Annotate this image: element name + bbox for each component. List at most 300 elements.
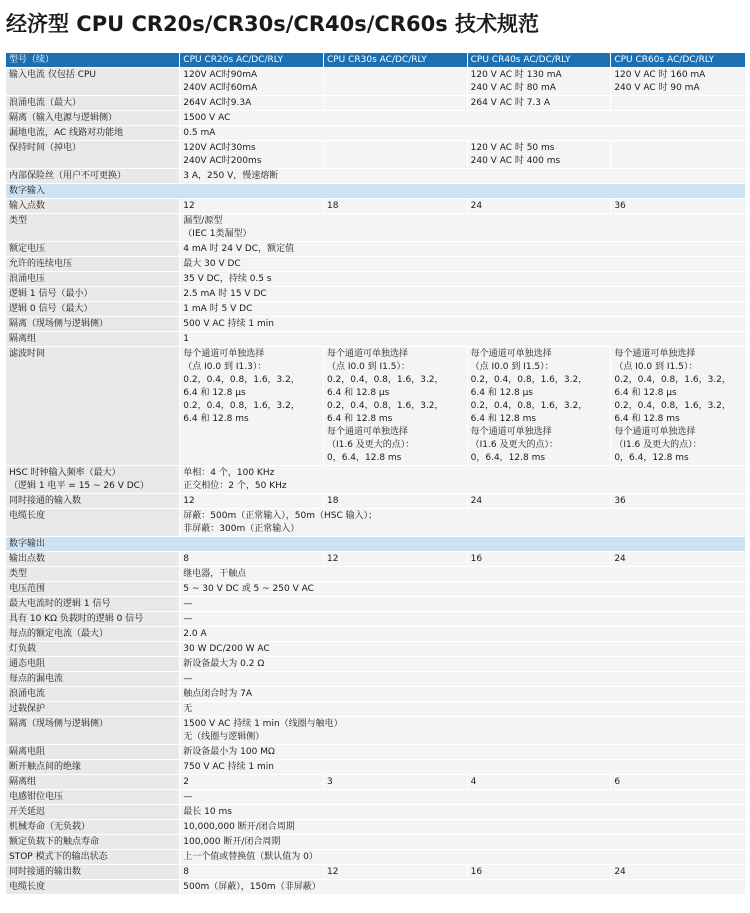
label-line: 浪涌电流 <box>9 689 46 699</box>
table-row <box>6 126 746 141</box>
label-line: 输入点数 <box>9 201 46 211</box>
label-line: 保持时间（掉电） <box>9 143 82 153</box>
row-value-model-1 <box>180 494 324 509</box>
row-value-model-1 <box>180 865 324 880</box>
cell-line: 24 <box>614 867 626 877</box>
cell-line: 正交相位：2 个，50 KHz <box>183 481 287 491</box>
table-row <box>6 332 746 347</box>
row-value-model-3 <box>467 865 611 880</box>
row-value-all-models <box>180 214 745 242</box>
row-value-model-3 <box>467 141 611 169</box>
row-value-model-2 <box>323 68 467 96</box>
cell-line: 0.2，0.4，0.8，1.6，3.2， <box>614 401 731 411</box>
table-row <box>6 775 746 790</box>
cell-line: 非屏蔽：300m（正常输入） <box>183 524 300 534</box>
table-row <box>6 790 746 805</box>
cell-line: 8 <box>183 867 190 877</box>
row-value-all-models <box>180 702 745 717</box>
cell-line: 120 V AC 时 50 ms <box>470 143 555 153</box>
cell-line: （点 I0.0 到 I1.5）： <box>614 362 698 372</box>
label-line: 输入电流 仅包括 CPU <box>9 70 97 80</box>
table-row <box>6 347 746 466</box>
label-line: 灯负载 <box>9 644 37 654</box>
cell-line: 240V AC时200ms <box>183 156 262 166</box>
table-row <box>6 199 746 214</box>
label-line: 同时接通的输入数 <box>9 496 82 506</box>
row-value-model-4 <box>611 494 745 509</box>
label-line: 具有 10 KΩ 负载时的逻辑 0 信号 <box>9 614 144 624</box>
cell-line: 24 <box>614 554 626 564</box>
row-value-model-4 <box>611 552 745 567</box>
cell-line: 触点闭合时为 7A <box>183 689 253 699</box>
table-row <box>6 169 746 184</box>
row-value-all-models <box>180 657 745 672</box>
row-label <box>6 242 180 257</box>
cell-line: 2.0 A <box>183 629 207 639</box>
table-header-row <box>6 53 746 68</box>
table-row <box>6 865 746 880</box>
label-line: （逻辑 1 电平 = 15 ~ 26 V DC） <box>9 481 149 491</box>
label-line: 电缆长度 <box>9 511 46 521</box>
cell-line: 屏蔽：500m（正常输入），50m（HSC 输入）； <box>183 511 378 521</box>
row-value-all-models <box>180 582 745 597</box>
cell-line: 120V AC时30ms <box>183 143 256 153</box>
row-label <box>6 509 180 537</box>
row-value-model-4 <box>611 347 745 466</box>
table-row <box>6 597 746 612</box>
cell-line: 18 <box>326 496 339 506</box>
section-row <box>6 537 746 552</box>
cell-line: （点 I0.0 到 I1.5）： <box>470 362 554 372</box>
cell-line: 上一个值或替换值（默认值为 0） <box>183 852 318 862</box>
label-line: 电压范围 <box>9 584 46 594</box>
cell-line: 新设备最小为 100 MΩ <box>183 747 275 757</box>
cell-line: 每个通道可单独选择 <box>614 427 696 437</box>
row-value-model-3 <box>467 494 611 509</box>
cell-line: 240 V AC 时 400 ms <box>470 156 561 166</box>
row-label <box>6 126 180 141</box>
row-label <box>6 805 180 820</box>
row-value-all-models <box>180 672 745 687</box>
cell-line: 3 A，250 V，慢速熔断 <box>183 171 279 181</box>
label-line: 额定负载下的触点寿命 <box>9 837 100 847</box>
cell-line: 6.4 和 12.8 μs <box>614 388 677 398</box>
cell-line: 0，6.4，12.8 ms <box>326 453 402 463</box>
table-row <box>6 880 746 895</box>
cell-line: 0.2，0.4，0.8，1.6，3.2， <box>614 375 731 385</box>
cell-line: 6.4 和 12.8 μs <box>326 388 390 398</box>
table-row <box>6 68 746 96</box>
cell-line: 1 <box>183 334 190 344</box>
label-line: 漏地电流，AC 线路对功能地 <box>9 128 124 138</box>
row-label <box>6 717 180 745</box>
cell-line: 6 <box>614 777 621 787</box>
cell-line: 1 mA 时 5 V DC <box>183 304 253 314</box>
cell-line: 每个通道可单独选择 <box>183 349 265 359</box>
cell-line: 120V AC时90mA <box>183 70 258 80</box>
cell-line: 0.2，0.4，0.8，1.6，3.2， <box>470 375 588 385</box>
header-cr20s: CPU CR20s AC/DC/RLY <box>180 53 324 68</box>
cell-line: — <box>183 614 193 624</box>
table-row <box>6 96 746 111</box>
row-label <box>6 582 180 597</box>
label-line: 同时接通的输出数 <box>9 867 82 877</box>
row-value-all-models <box>180 760 745 775</box>
row-value-all-models <box>180 257 745 272</box>
table-row <box>6 214 746 242</box>
cell-line: 单相：4 个，100 KHz <box>183 468 275 478</box>
row-label <box>6 257 180 272</box>
cell-line: — <box>183 792 193 802</box>
row-value-all-models <box>180 272 745 287</box>
table-row <box>6 111 746 126</box>
cell-line: 0，6.4，12.8 ms <box>470 453 546 463</box>
spec-table-body <box>6 68 746 895</box>
row-value-all-models <box>180 850 745 865</box>
row-label <box>6 302 180 317</box>
table-row <box>6 745 746 760</box>
cell-line: 24 <box>470 496 483 506</box>
row-value-all-models <box>180 642 745 657</box>
table-row <box>6 627 746 642</box>
row-value-all-models <box>180 880 745 895</box>
row-label <box>6 835 180 850</box>
cell-line: 漏型/源型 <box>183 216 223 226</box>
label-line: 浪涌电压 <box>9 274 46 284</box>
row-value-all-models <box>180 242 745 257</box>
label-line: 最大电流时的逻辑 1 信号 <box>9 599 111 609</box>
cell-line: 240 V AC 时 90 mA <box>614 83 700 93</box>
table-row <box>6 242 746 257</box>
cell-line: 6.4 和 12.8 ms <box>183 414 249 424</box>
row-value-all-models <box>180 126 745 141</box>
label-line: HSC 时钟输入频率（最大） <box>9 468 121 478</box>
row-value-model-1 <box>180 552 324 567</box>
label-line: 每点的额定电流（最大） <box>9 629 109 639</box>
row-label <box>6 169 180 184</box>
table-row <box>6 672 746 687</box>
label-line: 隔离组 <box>9 334 37 344</box>
row-value-all-models <box>180 820 745 835</box>
row-label <box>6 567 180 582</box>
cell-line: 0.2，0.4，0.8，1.6，3.2， <box>183 401 300 411</box>
cell-line: 8 <box>183 554 190 564</box>
table-row <box>6 141 746 169</box>
table-row <box>6 717 746 745</box>
cell-line: 6.4 和 12.8 μs <box>183 388 246 398</box>
row-value-all-models <box>180 509 745 537</box>
row-value-model-4 <box>611 68 745 96</box>
table-row <box>6 317 746 332</box>
row-label <box>6 287 180 302</box>
cell-line: 无（线圈与逻辑侧） <box>183 732 265 742</box>
row-value-all-models <box>180 302 745 317</box>
row-value-model-2 <box>323 775 467 790</box>
header-model: 型号（续） <box>6 53 180 68</box>
section-row <box>6 184 746 199</box>
row-value-model-3 <box>467 199 611 214</box>
row-label <box>6 820 180 835</box>
row-value-all-models <box>180 111 745 126</box>
row-label <box>6 68 180 96</box>
table-row <box>6 687 746 702</box>
label-line: 滤波时间 <box>9 349 46 359</box>
table-row <box>6 657 746 672</box>
row-label <box>6 199 180 214</box>
cell-line: 6.4 和 12.8 μs <box>470 388 533 398</box>
row-value-model-1 <box>180 96 324 111</box>
cell-line: 100,000 断开/闭合周期 <box>183 837 281 847</box>
cell-line: 2 <box>183 777 190 787</box>
cell-line: 3 <box>326 777 333 787</box>
row-label <box>6 597 180 612</box>
cell-line: 750 V AC 持续 1 min <box>183 762 274 772</box>
cell-line: 最长 10 ms <box>183 807 232 817</box>
table-row <box>6 302 746 317</box>
row-value-model-4 <box>611 141 745 169</box>
row-value-model-1 <box>180 68 324 96</box>
cell-line: 0.2，0.4，0.8，1.6，3.2， <box>326 375 444 385</box>
label-line: 隔离（现场侧与逻辑侧） <box>9 319 109 329</box>
row-value-model-2 <box>323 141 467 169</box>
row-label <box>6 96 180 111</box>
cell-line: 35 V DC，持续 0.5 s <box>183 274 272 284</box>
cell-line: 0.2，0.4，0.8，1.6，3.2， <box>183 375 300 385</box>
row-value-all-models <box>180 287 745 302</box>
row-value-model-1 <box>180 141 324 169</box>
cell-line: 每个通道可单独选择 <box>470 427 552 437</box>
cell-line: 6.4 和 12.8 ms <box>326 414 393 424</box>
cell-line: 每个通道可单独选择 <box>326 349 408 359</box>
row-label <box>6 552 180 567</box>
row-label <box>6 347 180 466</box>
row-value-model-1 <box>180 347 324 466</box>
cell-line: 4 mA 时 24 V DC，额定值 <box>183 244 295 254</box>
label-line: 输出点数 <box>9 554 46 564</box>
cell-line: 500 V AC 持续 1 min <box>183 319 274 329</box>
cell-line: 36 <box>614 496 626 506</box>
row-value-model-3 <box>467 347 611 466</box>
label-line: 电感钳位电压 <box>9 792 64 802</box>
label-line: 内部保险丝（用户不可更换） <box>9 171 127 181</box>
label-line: 隔离（输入电源与逻辑侧） <box>9 113 118 123</box>
header-cr40s: CPU CR40s AC/DC/RLY <box>467 53 611 68</box>
row-value-model-2 <box>323 96 467 111</box>
cell-line: 24 <box>470 201 483 211</box>
section-title: 数字输入 <box>6 184 746 199</box>
label-line: 每点的漏电流 <box>9 674 64 684</box>
row-value-model-3 <box>467 68 611 96</box>
cell-line: — <box>183 599 193 609</box>
cell-line: 5 ~ 30 V DC 或 5 ~ 250 V AC <box>183 584 314 594</box>
label-line: 断开触点间的绝缘 <box>9 762 82 772</box>
row-value-all-models <box>180 612 745 627</box>
cell-line: （I1.6 及更大的点）： <box>614 440 702 450</box>
cell-line: 16 <box>470 867 483 877</box>
table-row <box>6 552 746 567</box>
label-line: 类型 <box>9 216 28 226</box>
row-label <box>6 332 180 347</box>
cell-line: 最大 30 V DC <box>183 259 241 269</box>
table-row <box>6 494 746 509</box>
row-value-model-1 <box>180 775 324 790</box>
row-label <box>6 775 180 790</box>
row-label <box>6 687 180 702</box>
row-label <box>6 627 180 642</box>
row-value-all-models <box>180 790 745 805</box>
cell-line: 18 <box>326 201 339 211</box>
table-row <box>6 760 746 775</box>
row-label <box>6 702 180 717</box>
row-value-all-models <box>180 805 745 820</box>
row-label <box>6 642 180 657</box>
table-row <box>6 850 746 865</box>
table-row <box>6 702 746 717</box>
cell-line: 1500 V AC <box>183 113 231 123</box>
label-line: 类型 <box>9 569 28 579</box>
cell-line: 500m（屏蔽），150m（非屏蔽） <box>183 882 321 892</box>
row-value-model-2 <box>323 552 467 567</box>
row-value-model-3 <box>467 552 611 567</box>
cell-line: 264V AC时9.3A <box>183 98 252 108</box>
page-title: 经济型 CPU CR20s/CR30s/CR40s/CR60s 技术规范 <box>6 12 540 36</box>
row-label <box>6 141 180 169</box>
label-line: 逻辑 0 信号（最大） <box>9 304 93 314</box>
row-value-model-2 <box>323 865 467 880</box>
cell-line: 每个通道可单独选择 <box>326 427 408 437</box>
label-line: 允许的连续电压 <box>9 259 73 269</box>
row-value-all-models <box>180 567 745 582</box>
cell-line: — <box>183 674 193 684</box>
cell-line: 每个通道可单独选择 <box>470 349 552 359</box>
row-value-model-3 <box>467 96 611 111</box>
cell-line: （I1.6 及更大的点）： <box>326 440 415 450</box>
row-value-model-3 <box>467 775 611 790</box>
table-row <box>6 567 746 582</box>
cell-line: 6.4 和 12.8 ms <box>614 414 680 424</box>
spec-table <box>5 53 745 895</box>
label-line: 逻辑 1 信号（最小） <box>9 289 93 299</box>
cell-line: 16 <box>470 554 483 564</box>
row-label <box>6 317 180 332</box>
cell-line: 264 V AC 时 7.3 A <box>470 98 551 108</box>
row-label <box>6 865 180 880</box>
row-label <box>6 272 180 287</box>
cell-line: 12 <box>183 201 195 211</box>
label-line: 过载保护 <box>9 704 46 714</box>
cell-line: 36 <box>614 201 626 211</box>
row-label <box>6 214 180 242</box>
row-value-model-2 <box>323 347 467 466</box>
row-value-all-models <box>180 332 745 347</box>
cell-line: 10,000,000 断开/闭合周期 <box>183 822 295 832</box>
label-line: 电缆长度 <box>9 882 46 892</box>
row-label <box>6 657 180 672</box>
table-row <box>6 509 746 537</box>
cell-line: 无 <box>183 704 193 714</box>
table-row <box>6 287 746 302</box>
row-label <box>6 790 180 805</box>
cell-line: 12 <box>183 496 195 506</box>
row-value-all-models <box>180 317 745 332</box>
cell-line: （I1.6 及更大的点）： <box>470 440 558 450</box>
cell-line: 240 V AC 时 80 mA <box>470 83 556 93</box>
cell-line: （点 I0.0 到 I1.5）： <box>326 362 410 372</box>
label-line: 隔离组 <box>9 777 37 787</box>
section-title: 数字输出 <box>6 537 746 552</box>
table-row <box>6 612 746 627</box>
row-value-all-models <box>180 627 745 642</box>
row-value-model-4 <box>611 199 745 214</box>
table-row <box>6 466 746 494</box>
row-value-all-models <box>180 687 745 702</box>
table-row <box>6 805 746 820</box>
row-value-all-models <box>180 466 745 494</box>
cell-line: 0.2，0.4，0.8，1.6，3.2， <box>470 401 588 411</box>
label-line: 开关延迟 <box>9 807 46 817</box>
row-value-model-4 <box>611 96 745 111</box>
cell-line: 0.5 mA <box>183 128 216 138</box>
cell-line: 4 <box>470 777 477 787</box>
row-label <box>6 850 180 865</box>
label-line: 浪涌电流（最大） <box>9 98 82 108</box>
label-line: 机械寿命（无负载） <box>9 822 91 832</box>
row-label <box>6 494 180 509</box>
row-label <box>6 111 180 126</box>
cell-line: 12 <box>326 867 339 877</box>
header-cr60s: CPU CR60s AC/DC/RLY <box>611 53 745 68</box>
row-value-all-models <box>180 597 745 612</box>
row-value-all-models <box>180 717 745 745</box>
cell-line: 120 V AC 时 160 mA <box>614 70 706 80</box>
table-row <box>6 257 746 272</box>
label-line: 通态电阻 <box>9 659 46 669</box>
cell-line: 30 W DC/200 W AC <box>183 644 270 654</box>
row-label <box>6 880 180 895</box>
cell-line: 0，6.4，12.8 ms <box>614 453 689 463</box>
row-value-model-4 <box>611 775 745 790</box>
label-line: STOP 模式下的输出状态 <box>9 852 108 862</box>
cell-line: 240V AC时60mA <box>183 83 258 93</box>
cell-line: 0.2，0.4，0.8，1.6，3.2， <box>326 401 444 411</box>
table-row <box>6 582 746 597</box>
row-value-model-4 <box>611 865 745 880</box>
row-value-all-models <box>180 169 745 184</box>
cell-line: （点 I0.0 到 I1.3）： <box>183 362 267 372</box>
row-label <box>6 672 180 687</box>
cell-line: 2.5 mA 时 15 V DC <box>183 289 267 299</box>
row-label <box>6 745 180 760</box>
row-value-all-models <box>180 745 745 760</box>
row-label <box>6 760 180 775</box>
label-line: 隔离（现场侧与逻辑侧） <box>9 719 109 729</box>
row-label <box>6 466 180 494</box>
cell-line: 每个通道可单独选择 <box>614 349 696 359</box>
row-value-all-models <box>180 835 745 850</box>
cell-line: （IEC 1类漏型） <box>183 229 252 239</box>
label-line: 额定电压 <box>9 244 46 254</box>
header-cr30s: CPU CR30s AC/DC/RLY <box>323 53 467 68</box>
row-label <box>6 612 180 627</box>
row-value-model-1 <box>180 199 324 214</box>
cell-line: 120 V AC 时 130 mA <box>470 70 562 80</box>
label-line: 隔离电阻 <box>9 747 46 757</box>
table-row <box>6 820 746 835</box>
table-row <box>6 272 746 287</box>
row-value-model-2 <box>323 494 467 509</box>
cell-line: 6.4 和 12.8 ms <box>470 414 537 424</box>
cell-line: 12 <box>326 554 339 564</box>
